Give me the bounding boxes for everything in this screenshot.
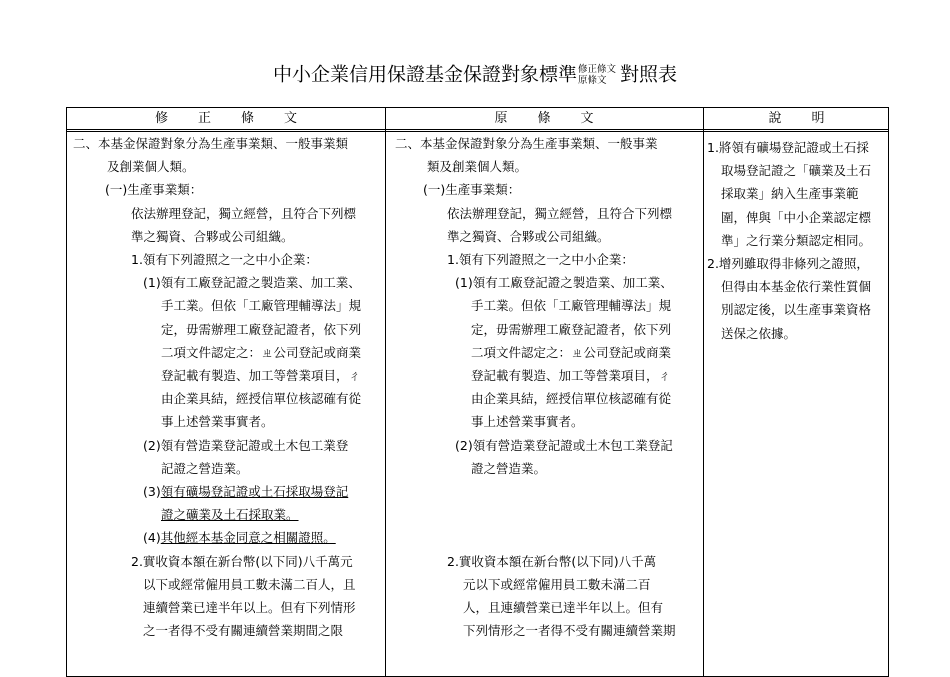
revised-added-text: 其他經本基金同意之相關證照。 <box>160 530 336 546</box>
original-line: (2)領有營造業登記證或土木包工業登記 <box>455 437 673 453</box>
revised-line: 連續營業已達半年以上。但有下列情形 <box>143 600 356 616</box>
explanation-column <box>707 136 887 345</box>
original-line: 二項文件認定之：ㄓ公司登記或商業 <box>471 344 672 360</box>
title-stack-top: 修正條文 <box>577 63 616 75</box>
original-line: 事上述營業事實者。 <box>471 414 584 430</box>
revised-line: 準之獨資、合夥或公司組織。 <box>131 228 294 244</box>
original-line: 由企業具結，經授信單位核認確有從 <box>471 391 672 407</box>
revised-line: 以下或經常僱用員工數未滿二百人，且 <box>143 576 356 592</box>
revised-line: 2.實收資本額在新台幣(以下同)八千萬元 <box>131 553 353 569</box>
explanation-line: 2.增列雖取得非條列之證照， <box>707 256 869 272</box>
column-divider <box>385 108 386 676</box>
header-divider <box>67 129 888 130</box>
revised-line: (一)生產事業類： <box>105 182 203 198</box>
revised-line <box>73 503 381 526</box>
revised-line: 定，毋需辦理工廠登記證者，依下列 <box>161 321 362 337</box>
revised-line-prefix: (4) <box>143 530 161 546</box>
explanation-line: 準」之行業分類認定相同。 <box>721 232 872 248</box>
original-line: 二、本基金保證對象分為生產事業類、一般事業 <box>395 136 658 151</box>
revised-line: (2)領有營造業登記證或土木包工業登 <box>143 437 349 453</box>
explanation-line: 送保之依據。 <box>721 325 797 341</box>
explanation-line: 別認定後，以生產事業資格 <box>721 302 872 318</box>
header-original: 原條文 <box>494 111 624 126</box>
explanation-line: 1.將領有礦場登記證或土石採 <box>707 140 869 155</box>
original-line: 手工業。但依「工廠管理輔導法」規 <box>471 298 672 314</box>
original-line: 元以下或經常僱用員工數未滿二百 <box>463 576 651 592</box>
original-line: 證之營造業。 <box>471 460 547 476</box>
original-line: 登記載有製造、加工等營業項目，ㄔ <box>471 368 672 384</box>
original-line: 定，毋需辦理工廠登記證者，依下列 <box>471 321 672 337</box>
revised-added-text: 證之礦業及土石採取業。 <box>161 507 299 523</box>
explanation-line: 取場登記證之「礦業及土石 <box>721 163 872 179</box>
comparison-table <box>66 107 889 677</box>
original-line: 1.領有下列證照之一之中小企業： <box>447 252 634 268</box>
revised-column <box>73 132 381 642</box>
original-line: 依法辦理登記，獨立經營，且符合下列標 <box>447 205 673 221</box>
title-main: 中小企業信用保證基金保證對象標準 <box>272 63 577 86</box>
original-line: (一)生產事業類： <box>423 182 521 198</box>
revised-line: 之一者得不受有關連續營業期間之限 <box>143 623 344 639</box>
revised-line: 二項文件認定之：ㄓ公司登記或商業 <box>161 344 362 360</box>
revised-line <box>73 526 381 549</box>
original-line: 準之獨資、合夥或公司組織。 <box>447 228 610 244</box>
revised-line: 及創業個人類。 <box>107 159 195 175</box>
revised-line-prefix: (3) <box>143 484 161 500</box>
revised-line <box>73 480 381 503</box>
revised-line: 登記載有製造、加工等營業項目，ㄔ <box>161 368 362 384</box>
title-stack-bottom: 原條文 <box>577 74 607 86</box>
header-revised: 修正條文 <box>154 111 327 126</box>
revised-line: 由企業具結，經授信單位核認確有從 <box>161 391 362 407</box>
original-line: 人，且連續營業已達半年以上。但有 <box>463 600 664 616</box>
revised-line: 手工業。但依「工廠管理輔導法」規 <box>161 298 362 314</box>
title-tail: 對照表 <box>620 63 678 86</box>
explanation-line: 採取業」納入生產事業範 <box>721 186 859 202</box>
revised-added-text: 領有礦場登記證或土石採取場登記 <box>160 484 349 500</box>
explanation-line: 圍，俾與「中小企業認定標 <box>721 209 872 225</box>
revised-line: 依法辦理登記，獨立經營，且符合下列標 <box>131 205 357 221</box>
header-explanation: 說明 <box>768 111 855 126</box>
revised-line: 1.領有下列證照之一之中小企業： <box>131 252 318 268</box>
original-blank-gap <box>395 480 699 550</box>
original-line: (1)領有工廠登記證之製造業、加工業、 <box>455 275 673 291</box>
revised-line: 記證之營造業。 <box>161 460 249 476</box>
revised-line: 二、本基金保證對象分為生產事業類、一般事業類 <box>73 136 349 151</box>
original-line: 類及創業個人類。 <box>427 159 528 175</box>
title-stacked-note <box>578 64 616 86</box>
column-divider <box>703 108 704 676</box>
document-title <box>0 58 950 91</box>
original-line: 下列情形之一者得不受有關連續營業期 <box>463 623 676 639</box>
revised-line: 事上述營業事實者。 <box>161 414 274 430</box>
original-line: 2.實收資本額在新台幣(以下同)八千萬 <box>447 553 657 569</box>
revised-line: (1)領有工廠登記證之製造業、加工業、 <box>143 275 361 291</box>
original-column <box>395 132 699 642</box>
explanation-line: 但得由本基金依行業性質個 <box>721 279 872 295</box>
